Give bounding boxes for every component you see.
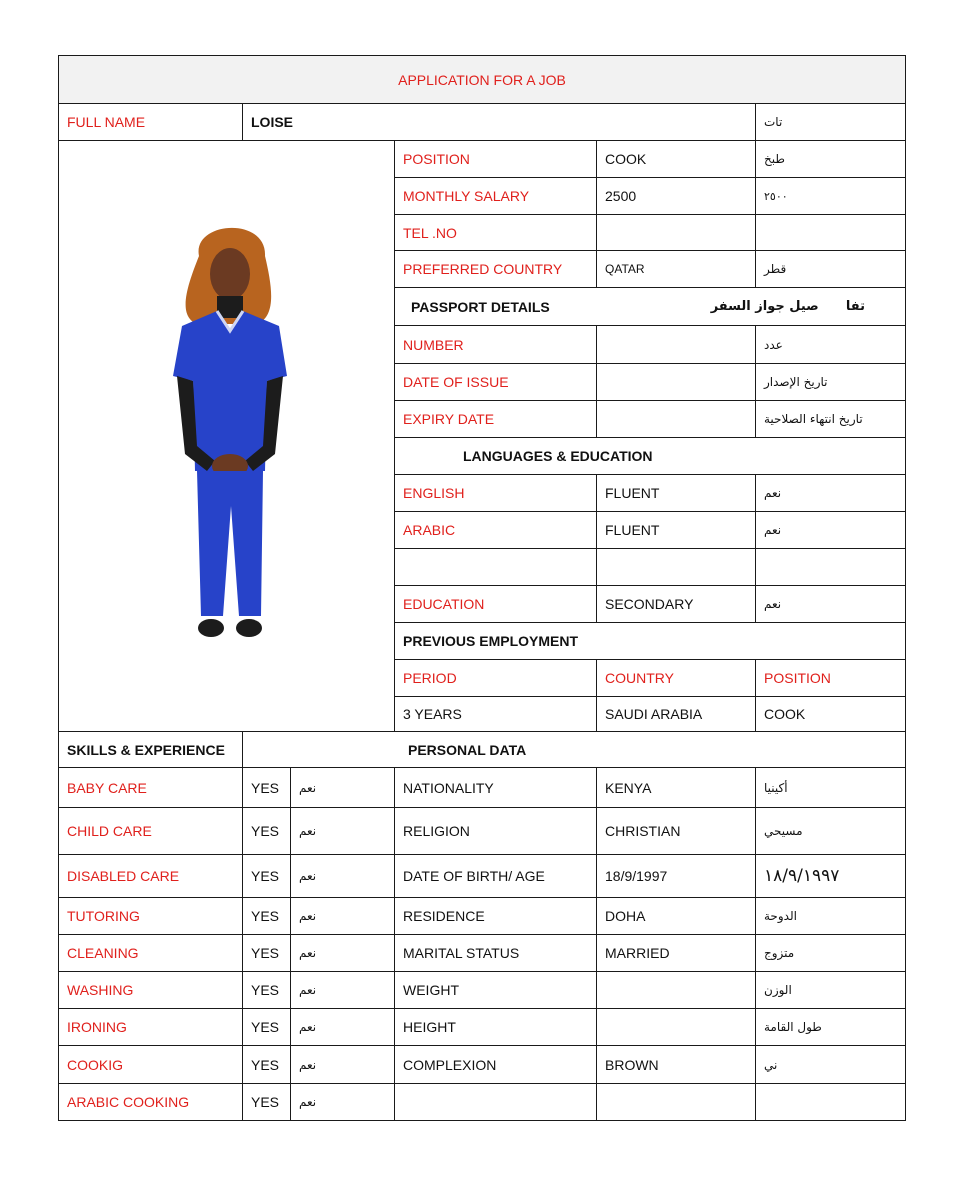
- personal-field-label: MARITAL STATUS: [394, 934, 597, 972]
- skill-yes: YES: [242, 971, 291, 1009]
- english-arabic: نعم: [755, 474, 906, 512]
- personal-field-value: [596, 1008, 756, 1046]
- skill-yes-arabic: نعم: [290, 934, 395, 972]
- personal-field-label: WEIGHT: [394, 971, 597, 1009]
- skill-label: IRONING: [58, 1008, 243, 1046]
- english-label: ENGLISH: [394, 474, 597, 512]
- tel-value: [596, 214, 756, 251]
- passport-heading-row: [394, 287, 906, 326]
- arabic-arabic: نعم: [755, 511, 906, 549]
- skill-label: WASHING: [58, 971, 243, 1009]
- expiry-date-label: EXPIRY DATE: [394, 400, 597, 438]
- personal-data-heading: PERSONAL DATA: [242, 731, 906, 768]
- position-label: POSITION: [394, 140, 597, 178]
- personal-field-label: [394, 1083, 597, 1121]
- date-of-issue-value: [596, 363, 756, 401]
- employment-col-position: POSITION: [755, 659, 906, 697]
- skill-label: CHILD CARE: [58, 807, 243, 855]
- skill-yes: YES: [242, 807, 291, 855]
- employment-heading: PREVIOUS EMPLOYMENT: [394, 622, 906, 660]
- full-name-arabic: تات: [755, 103, 906, 141]
- preferred-country-arabic: قطر: [755, 250, 906, 288]
- skill-label: BABY CARE: [58, 767, 243, 808]
- form-title: APPLICATION FOR A JOB: [58, 55, 906, 104]
- personal-field-arabic: الدوحة: [755, 897, 906, 935]
- salary-label: MONTHLY SALARY: [394, 177, 597, 215]
- blank-language-value: [596, 548, 756, 586]
- employment-position-value: COOK: [755, 696, 906, 732]
- personal-field-value: KENYA: [596, 767, 756, 808]
- personal-field-arabic: ١٨/٩/١٩٩٧: [755, 854, 906, 898]
- personal-field-arabic: متزوج: [755, 934, 906, 972]
- full-name-value: LOISE: [242, 103, 756, 141]
- skill-yes: YES: [242, 934, 291, 972]
- expiry-date-arabic: تاريخ انتهاء الصلاحية: [755, 400, 906, 438]
- skill-yes-arabic: نعم: [290, 897, 395, 935]
- skill-yes-arabic: نعم: [290, 1045, 395, 1084]
- employment-country-value: SAUDI ARABIA: [596, 696, 756, 732]
- blank-language-label: [394, 548, 597, 586]
- skill-yes: YES: [242, 897, 291, 935]
- languages-heading: LANGUAGES & EDUCATION: [394, 437, 906, 475]
- employment-period-value: 3 YEARS: [394, 696, 597, 732]
- personal-field-arabic: مسيحي: [755, 807, 906, 855]
- personal-field-arabic: الوزن: [755, 971, 906, 1009]
- personal-field-label: HEIGHT: [394, 1008, 597, 1046]
- salary-value: 2500: [596, 177, 756, 215]
- personal-field-arabic: طول القامة: [755, 1008, 906, 1046]
- personal-field-arabic: أكينيا: [755, 767, 906, 808]
- employment-col-country: COUNTRY: [596, 659, 756, 697]
- arabic-value: FLUENT: [596, 511, 756, 549]
- skill-yes: YES: [242, 1008, 291, 1046]
- skill-yes: YES: [242, 767, 291, 808]
- skill-yes-arabic: نعم: [290, 807, 395, 855]
- personal-field-label: DATE OF BIRTH/ AGE: [394, 854, 597, 898]
- education-arabic: نعم: [755, 585, 906, 623]
- employment-col-period: PERIOD: [394, 659, 597, 697]
- expiry-date-value: [596, 400, 756, 438]
- skill-yes: YES: [242, 854, 291, 898]
- education-label: EDUCATION: [394, 585, 597, 623]
- preferred-country-value: QATAR: [596, 250, 756, 288]
- skill-label: COOKIG: [58, 1045, 243, 1084]
- passport-heading-arabic: تفا صيل جواز السفر: [710, 299, 865, 314]
- skill-yes-arabic: نعم: [290, 971, 395, 1009]
- skill-yes-arabic: نعم: [290, 1083, 395, 1121]
- skills-heading: SKILLS & EXPERIENCE: [58, 731, 243, 768]
- personal-field-value: [596, 1083, 756, 1121]
- skill-yes-arabic: نعم: [290, 767, 395, 808]
- passport-heading: PASSPORT DETAILS: [411, 298, 550, 315]
- skill-label: ARABIC COOKING: [58, 1083, 243, 1121]
- personal-field-arabic: [755, 1083, 906, 1121]
- date-of-issue-label: DATE OF ISSUE: [394, 363, 597, 401]
- personal-field-value: DOHA: [596, 897, 756, 935]
- skill-yes: YES: [242, 1083, 291, 1121]
- personal-field-value: BROWN: [596, 1045, 756, 1084]
- arabic-label: ARABIC: [394, 511, 597, 549]
- blank-language-arabic: [755, 548, 906, 586]
- english-value: FLUENT: [596, 474, 756, 512]
- personal-field-value: MARRIED: [596, 934, 756, 972]
- tel-arabic: [755, 214, 906, 251]
- skill-yes: YES: [242, 1045, 291, 1084]
- passport-number-label: NUMBER: [394, 325, 597, 364]
- skill-yes-arabic: نعم: [290, 1008, 395, 1046]
- education-value: SECONDARY: [596, 585, 756, 623]
- job-application-form: [58, 55, 906, 1121]
- skill-label: CLEANING: [58, 934, 243, 972]
- personal-field-label: NATIONALITY: [394, 767, 597, 808]
- skill-yes-arabic: نعم: [290, 854, 395, 898]
- passport-number-value: [596, 325, 756, 364]
- skill-label: DISABLED CARE: [58, 854, 243, 898]
- position-value: COOK: [596, 140, 756, 178]
- skill-label: TUTORING: [58, 897, 243, 935]
- date-of-issue-arabic: تاريخ الإصدار: [755, 363, 906, 401]
- personal-field-value: CHRISTIAN: [596, 807, 756, 855]
- personal-field-label: COMPLEXION: [394, 1045, 597, 1084]
- personal-field-arabic: ني: [755, 1045, 906, 1084]
- full-name-label: FULL NAME: [58, 103, 243, 141]
- position-arabic: طبخ: [755, 140, 906, 178]
- passport-number-arabic: عدد: [755, 325, 906, 364]
- personal-field-label: RESIDENCE: [394, 897, 597, 935]
- personal-field-value: [596, 971, 756, 1009]
- preferred-country-label: PREFERRED COUNTRY: [394, 250, 597, 288]
- personal-field-value: 18/9/1997: [596, 854, 756, 898]
- salary-arabic: ٢٥٠٠: [755, 177, 906, 215]
- personal-field-label: RELIGION: [394, 807, 597, 855]
- applicant-photo: [58, 140, 395, 732]
- tel-label: TEL .NO: [394, 214, 597, 251]
- applicant-figure-image: [137, 216, 317, 656]
